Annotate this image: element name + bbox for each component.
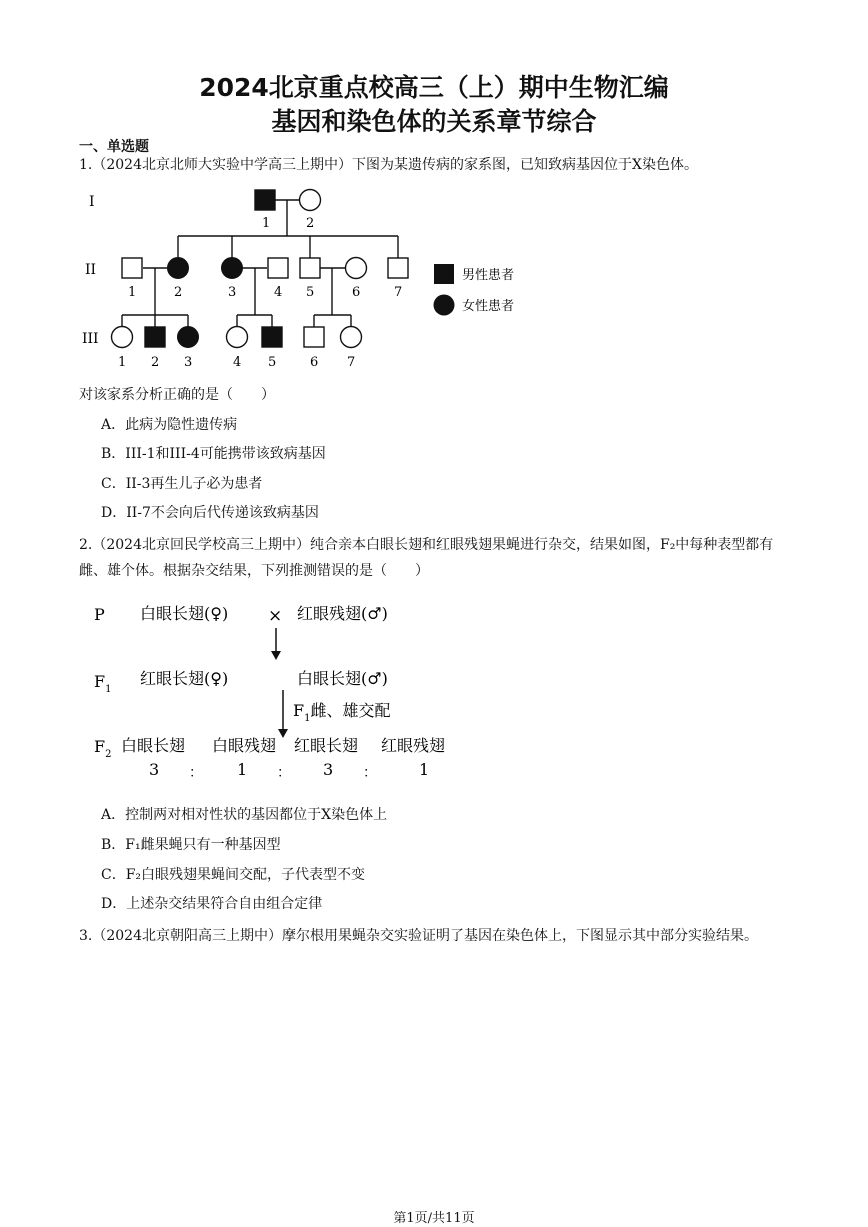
page-footer: 第1页/共11页 (393, 1211, 475, 1226)
num-I-2: 2 (306, 216, 315, 231)
p-female: 白眼长翅(♀) (140, 604, 229, 623)
question-3-text: 3.（2024北京朝阳高三上期中）摩尔根用果蝇杂交实验证明了基因在染色体上，下图显示其中部分实验结果。 (79, 928, 758, 944)
II-3-affected-female (222, 258, 243, 279)
num-II-7: 7 (394, 285, 403, 300)
ratio-sep-1: ： (189, 765, 203, 781)
document-title: 2024北京重点校高三（上）期中生物汇编 (199, 73, 669, 102)
III-7-female (341, 327, 362, 348)
f2-phenotype-3: 红眼长翅 (294, 736, 359, 755)
legend-male-label: 男性患者 (462, 268, 515, 283)
q2-option-d[interactable]: D．上述杂交结果符合自由组合定律 (101, 896, 323, 912)
num-II-1: 1 (128, 285, 137, 300)
q2-option-a[interactable]: A．控制两对相对性状的基因都位于X染色体上 (101, 807, 388, 823)
num-II-3: 3 (228, 285, 237, 300)
II-7-male (388, 258, 408, 278)
q2-option-c[interactable]: C．F₂白眼残翅果蝇间交配，子代表型不变 (101, 867, 366, 883)
num-III-6: 6 (310, 355, 319, 370)
num-II-4: 4 (274, 285, 283, 300)
num-II-5: 5 (306, 285, 315, 300)
III-2-affected-male (145, 327, 165, 347)
p-male: 红眼残翅(♂) (297, 604, 388, 623)
II-6-female (346, 258, 367, 279)
num-III-3: 3 (184, 355, 193, 370)
question-1-stem: 对该家系分析正确的是（ ） (79, 387, 275, 403)
q1-option-c[interactable]: C．II-3再生儿子必为患者 (101, 476, 263, 492)
gen-label-III: III (82, 331, 99, 347)
num-II-6: 6 (352, 285, 361, 300)
ratio-4: 1 (419, 760, 430, 779)
ratio-3: 3 (323, 760, 334, 779)
gen-label-II: II (85, 262, 97, 278)
f1-mating: $F_1$雌、雄交配 (293, 701, 391, 724)
num-III-4: 4 (233, 355, 242, 370)
num-II-2: 2 (174, 285, 183, 300)
legend-female-swatch (434, 295, 455, 316)
I-1-affected-male (255, 190, 275, 210)
f1-female: 红眼长翅(♀) (140, 669, 229, 688)
f2-phenotype-4: 红眼残翅 (381, 736, 446, 755)
section-heading: 一、单选题 (79, 139, 149, 155)
legend-male-swatch (434, 264, 454, 284)
num-III-5: 5 (268, 355, 277, 370)
gen-label-I: I (89, 194, 95, 210)
question-1-text: 1.（2024北京北师大实验中学高三上期中）下图为某遗传病的家系图，已知致病基因位于X染色体。 (79, 157, 698, 173)
ratio-2: 1 (237, 760, 248, 779)
f2-phenotype-2: 白眼残翅 (212, 736, 277, 755)
f1-male: 白眼长翅(♂) (297, 669, 388, 688)
q1-option-b[interactable]: B．III-1和III-4可能携带该致病基因 (101, 446, 326, 462)
f1-label: $F_1$ (94, 672, 112, 695)
ratio-sep-3: ： (363, 765, 377, 781)
II-1-male (122, 258, 142, 278)
cross-diagram (85, 595, 475, 785)
f2-label: $F_2$ (94, 737, 112, 760)
q2-option-b[interactable]: B．F₁雌果蝇只有一种基因型 (101, 837, 281, 853)
q1-option-a[interactable]: A．此病为隐性遗传病 (101, 417, 238, 433)
p-label: P (94, 605, 105, 624)
ratio-sep-2: ： (277, 765, 291, 781)
II-4-male (268, 258, 288, 278)
num-I-1: 1 (262, 216, 271, 231)
num-III-7: 7 (347, 355, 356, 370)
III-4-female (227, 327, 248, 348)
num-III-1: 1 (118, 355, 127, 370)
document-subtitle: 基因和染色体的关系章节综合 (271, 107, 597, 136)
III-1-female (112, 327, 133, 348)
III-3-affected-female (178, 327, 199, 348)
III-6-male (304, 327, 324, 347)
pedigree-chart (75, 180, 545, 375)
f2-phenotype-1: 白眼长翅 (121, 736, 186, 755)
num-III-2: 2 (151, 355, 160, 370)
I-2-female (300, 190, 321, 211)
cross-sign: × (268, 606, 283, 626)
question-2-text: 2.（2024北京回民学校高三上期中）纯合亲本白眼长翅和红眼残翅果蝇进行杂交，结果如图，F₂中每种表型都有雌、雄个体。根据杂交结果，下列推测错误的是（ ） (79, 537, 774, 579)
II-5-male (300, 258, 320, 278)
q1-option-d[interactable]: D．II-7不会向后代传递该致病基因 (101, 505, 319, 521)
III-5-affected-male (262, 327, 282, 347)
ratio-1: 3 (149, 760, 160, 779)
legend-female-label: 女性患者 (462, 299, 515, 314)
II-2-affected-female (168, 258, 189, 279)
